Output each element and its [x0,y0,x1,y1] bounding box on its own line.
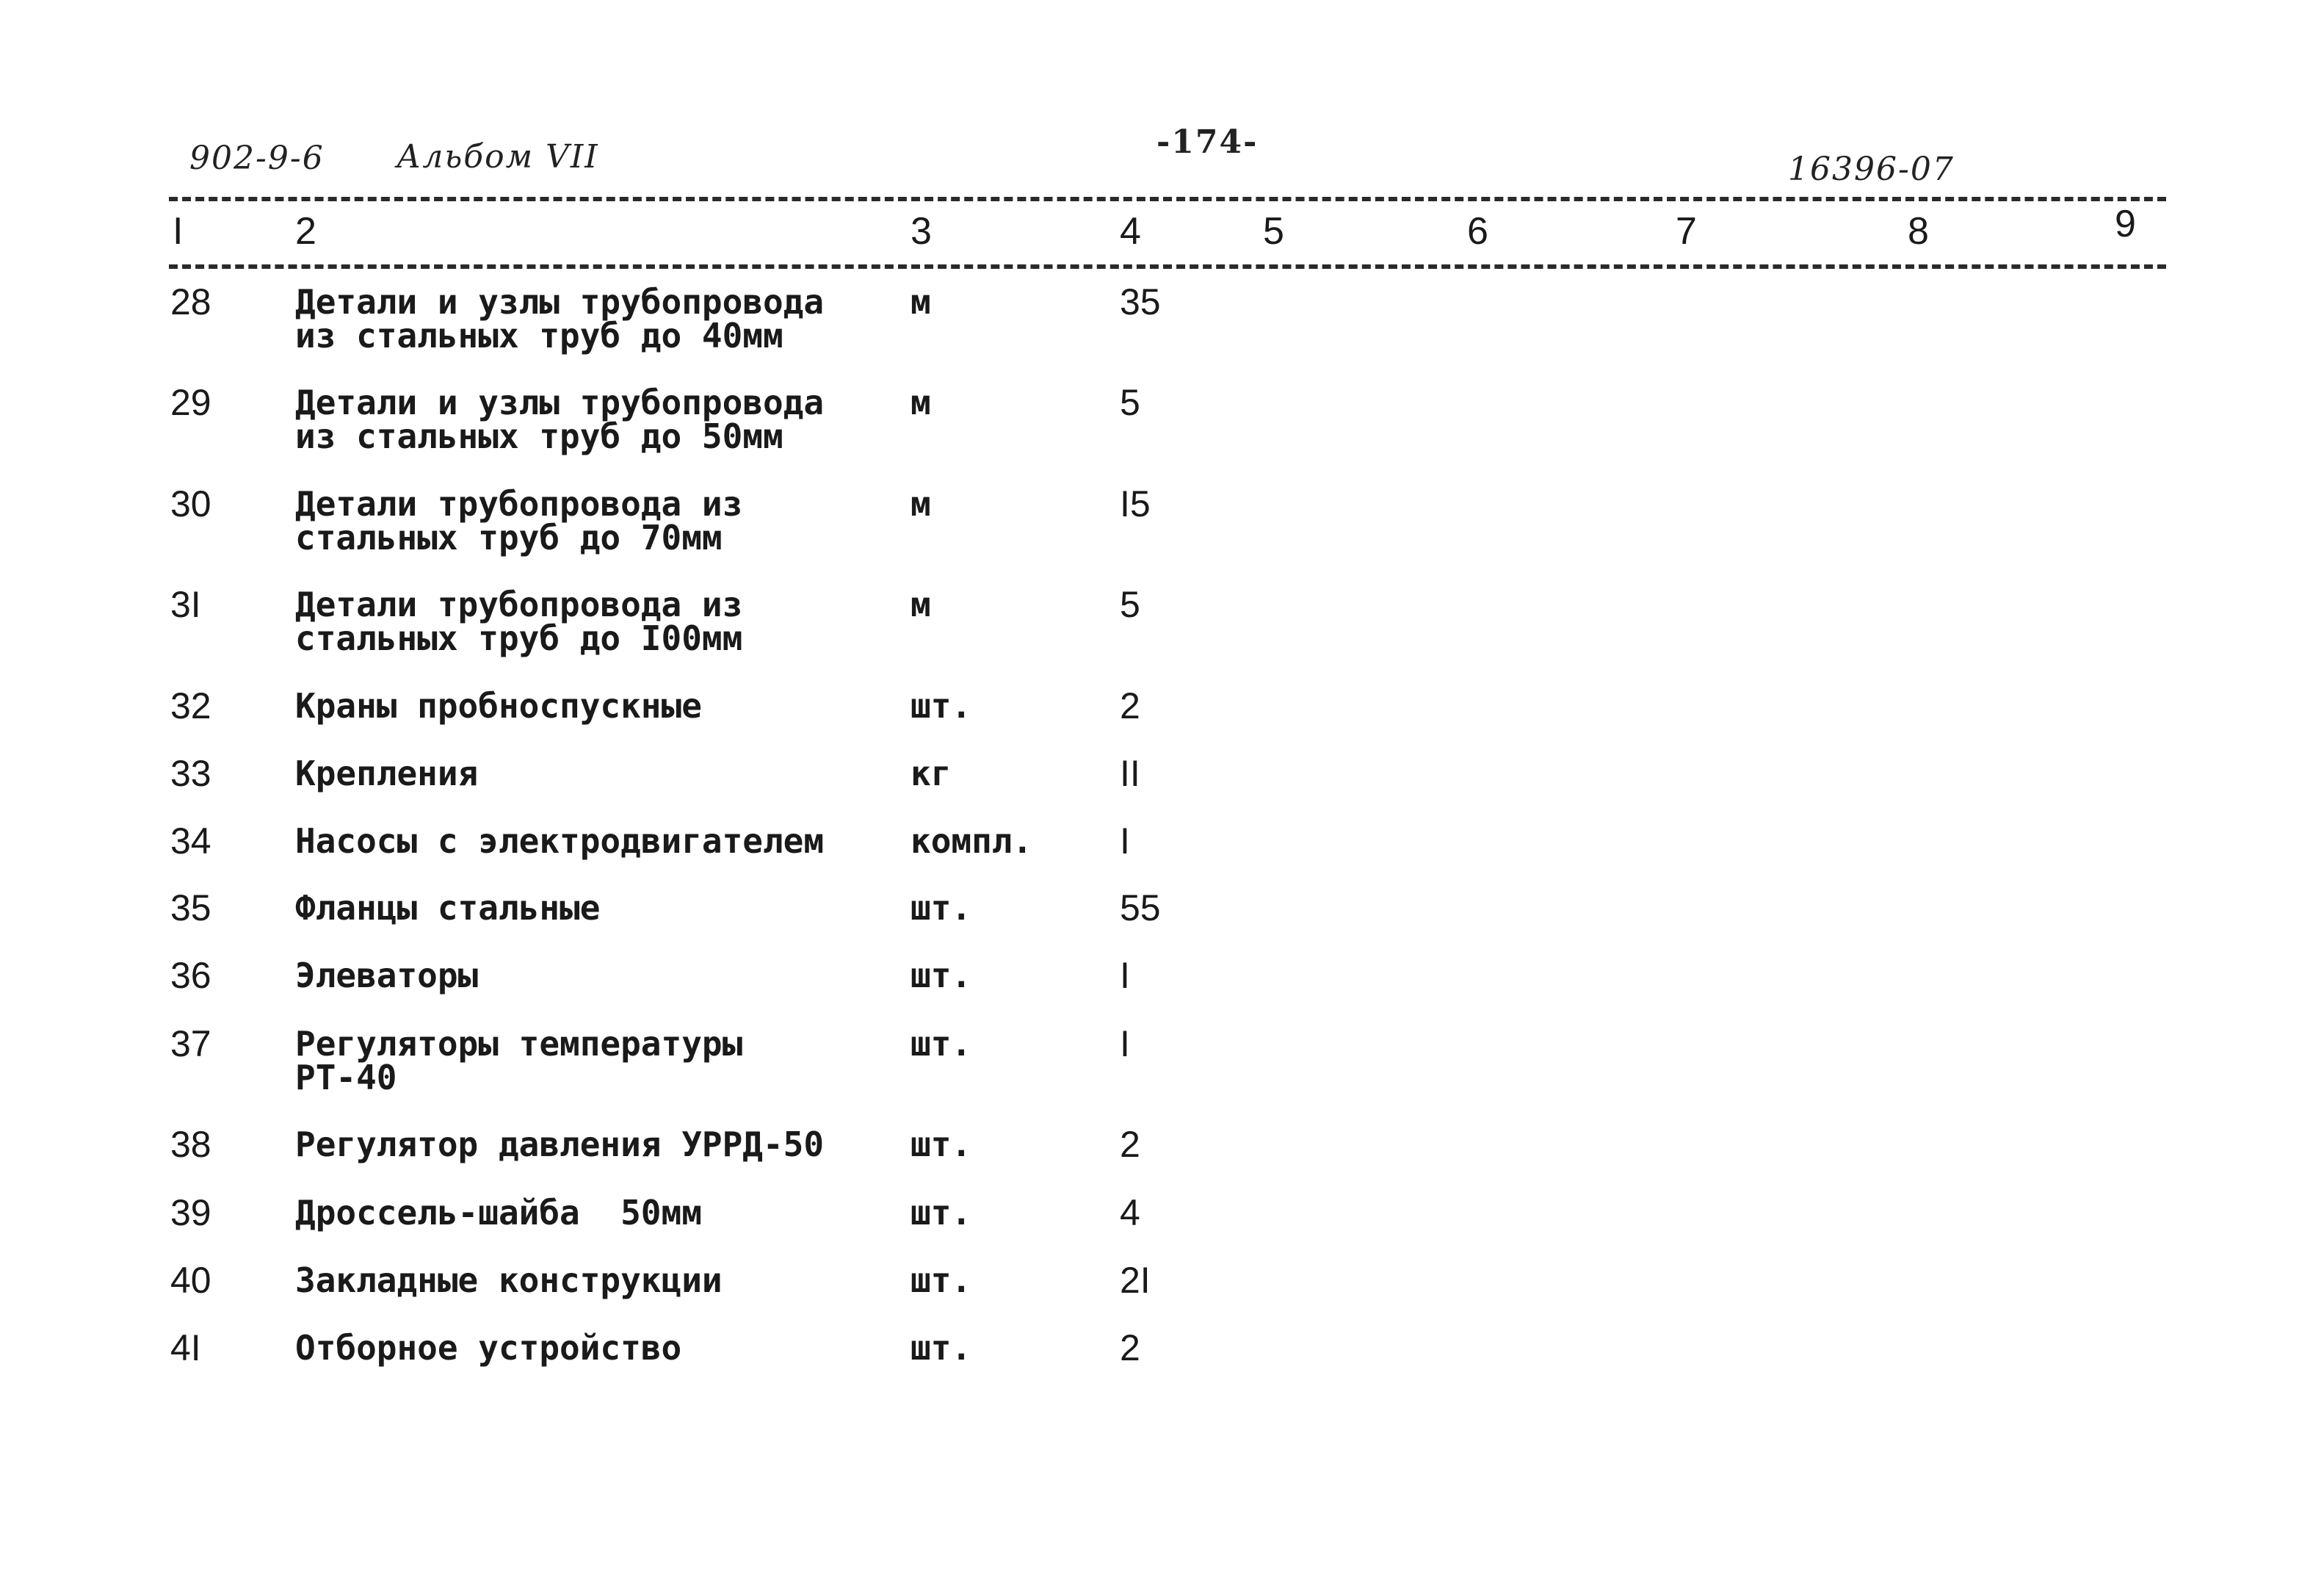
item-quantity: 35 [1120,281,1161,322]
row-number: 40 [170,1260,211,1301]
item-quantity: I [1120,1023,1130,1064]
row-number: 29 [170,382,211,423]
item-unit: шт. [911,956,972,995]
item-quantity: 2 [1120,685,1140,726]
row-number: 34 [170,820,211,862]
item-name-line: Детали и узлы трубопровода [295,383,825,422]
item-quantity: 5 [1120,382,1140,423]
item-quantity: 55 [1120,887,1161,928]
column-number: 3 [911,210,932,253]
row-number: 35 [170,887,211,928]
item-name: Отборное устройство [295,1328,682,1368]
item-name-line: стальных труб до 70мм [295,518,723,557]
series-code: 902-9-6 [189,140,325,177]
header-bottom-rule [169,264,2166,269]
item-name-line: Регуляторы температуры [295,1024,743,1064]
item-quantity: 5 [1120,584,1140,625]
row-number: 36 [170,955,211,996]
row-number: 28 [170,281,211,322]
item-quantity: I [1120,955,1130,996]
item-quantity: 2 [1120,1124,1140,1165]
column-number: 5 [1263,210,1284,253]
item-name: Фланцы стальные [295,888,601,928]
item-name [295,484,743,557]
item-name-line: Детали и узлы трубопровода [295,282,825,322]
row-number: 4I [170,1327,201,1368]
row-number: 3I [170,584,201,625]
item-unit: м [911,585,931,624]
item-unit: кг [911,754,952,793]
item-unit: шт. [911,1024,972,1064]
item-name [295,1024,743,1097]
item-quantity: II [1120,753,1140,794]
item-unit: м [911,484,931,524]
row-number: 39 [170,1192,211,1233]
item-name [295,282,825,356]
document-number: 16396-07 [1788,151,1955,188]
column-number: 2 [295,210,316,253]
item-name-line: из стальных труб до 50мм [295,416,783,456]
item-quantity: 2 [1120,1327,1140,1368]
item-name: Элеваторы [295,956,479,995]
item-name: Регулятор давления УРРД-50 [295,1125,825,1164]
item-quantity: I5 [1120,483,1151,524]
item-name-line: РТ-40 [295,1058,397,1097]
item-name: Дроссель-шайба 50мм [295,1193,702,1232]
header-top-rule [169,197,2166,201]
row-number: 32 [170,685,211,726]
column-number: 4 [1120,210,1141,253]
item-quantity: 4 [1120,1192,1140,1233]
item-name: Краны пробноспускные [295,686,702,726]
row-number: 38 [170,1124,211,1165]
item-unit: шт. [911,1193,972,1232]
item-unit: м [911,383,931,422]
column-number: 8 [1908,210,1929,253]
column-number: 7 [1676,210,1697,253]
item-unit: шт. [911,1260,972,1300]
column-number: I [173,210,184,253]
item-quantity: 2I [1120,1260,1151,1301]
album-label: Альбом VII [397,138,599,176]
row-number: 30 [170,483,211,524]
item-unit: шт. [911,1328,972,1368]
item-name [295,383,825,456]
item-unit: шт. [911,888,972,928]
item-name: Насосы с электродвигателем [295,821,825,861]
page-number: -174- [1156,123,1259,161]
item-name: Крепления [295,754,479,793]
item-name [295,585,743,658]
row-number: 37 [170,1023,211,1064]
item-name-line: стальных труб до I00мм [295,618,743,658]
column-number: 6 [1467,210,1488,253]
row-number: 33 [170,753,211,794]
item-quantity: I [1120,820,1130,862]
item-unit: м [911,282,931,322]
item-name: Закладные конструкции [295,1260,723,1300]
item-unit: компл. [911,821,1033,861]
item-name-line: Детали трубопровода из [295,484,743,524]
item-unit: шт. [911,1125,972,1164]
item-name-line: Детали трубопровода из [295,585,743,624]
item-unit: шт. [911,686,972,726]
column-number: 9 [2115,203,2136,245]
item-name-line: из стальных труб до 40мм [295,316,783,356]
